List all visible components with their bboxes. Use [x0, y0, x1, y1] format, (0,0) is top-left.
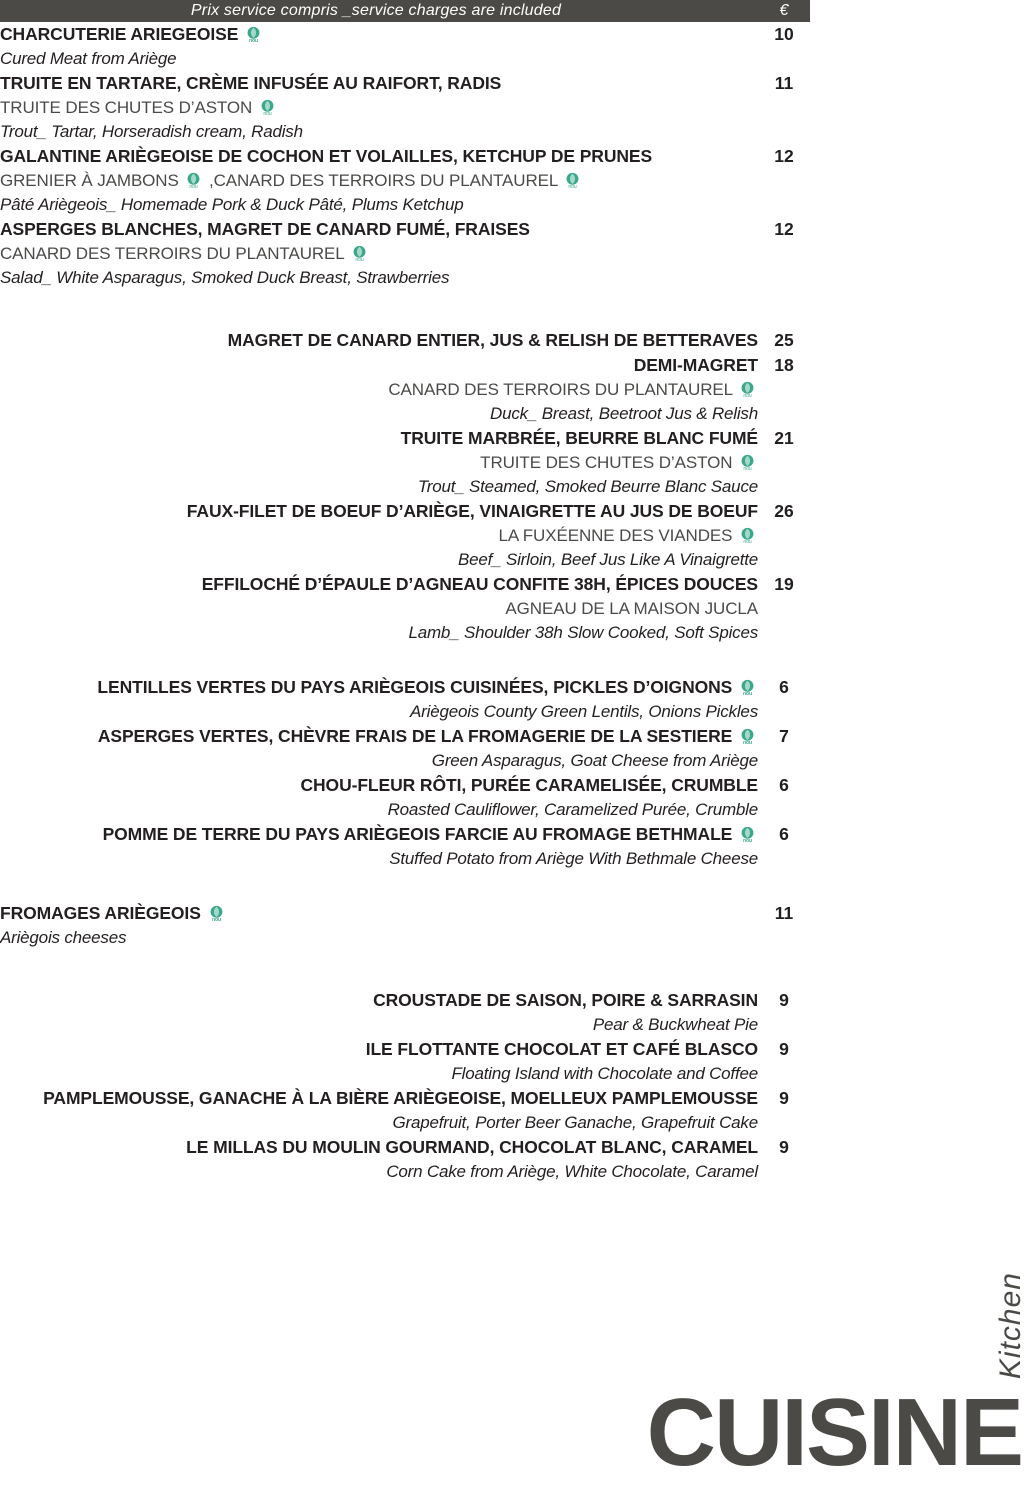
menu-item-description: Salad_ White Asparagus, Smoked Duck Breast, Strawberries [0, 268, 450, 288]
menu-item-name: ASPERGES VERTES, CHÈVRE FRAIS DE LA FROMAGERIE DE LA SESTIERE nou [0, 724, 758, 749]
nou-producer-icon [245, 26, 262, 43]
menu-item-name: CROUSTADE DE SAISON, POIRE & SARRASIN [373, 990, 758, 1011]
menu-item-name: POMME DE TERRE DU PAYS ARIÈGEOIS FARCIE AU FROMAGE BETHMALE nou [0, 822, 758, 847]
menu-item-description: Cured Meat from Ariège [0, 48, 177, 68]
menu-item[interactable] [0, 499, 810, 572]
svg-text:nou: nou [355, 257, 364, 262]
nou-producer-icon [185, 172, 202, 189]
menu-item-price: 7 [779, 726, 789, 747]
menu-item-price: 9 [779, 1137, 789, 1158]
svg-text:nou: nou [743, 466, 752, 472]
svg-text:nou: nou [743, 539, 752, 545]
menu-item[interactable] [0, 217, 810, 290]
menu-item[interactable] [0, 724, 810, 773]
menu-item-variant-row [0, 353, 810, 378]
menu-item-name: LENTILLES VERTES DU PAYS ARIÈGEOIS CUISINÉES, PICKLES D’OIGNONS nou [0, 675, 758, 700]
svg-text:nou: nou [189, 184, 198, 189]
menu-item-producer: CANARD DES TERROIRS DU PLANTAUREL nou [0, 378, 810, 402]
menu-section-desserts [0, 988, 810, 1184]
menu-item-description: Lamb_ Shoulder 38h Slow Cooked, Soft Spices [408, 623, 758, 643]
menu-item-title-row [0, 499, 810, 524]
section-spacer [0, 871, 810, 901]
menu-item-name: FAUX-FILET DE BOEUF D’ARIÈGE, VINAIGRETTE AU JUS DE BOEUF [186, 501, 758, 522]
nou-producer-icon [739, 679, 756, 696]
menu-item-description: Trout_ Tartar, Horseradish cream, Radish [0, 121, 303, 141]
menu-item-title-row [0, 1086, 810, 1111]
menu-item-name: TRUITE MARBRÉE, BEURRE BLANC FUMÉ [400, 428, 758, 449]
section-spacer [0, 950, 810, 988]
menu-item-description: Ariègeois County Green Lentils, Onions Pickles [410, 702, 758, 722]
menu-section-cheese [0, 901, 810, 950]
menu-section-starters [0, 22, 810, 290]
menu-item-name: LE MILLAS DU MOULIN GOURMAND, CHOCOLAT BLANC, CARAMEL [186, 1137, 758, 1158]
menu-item-title-row [0, 675, 810, 700]
menu-section-mains [0, 328, 810, 645]
menu-item[interactable] [0, 22, 810, 71]
menu-item-description: Green Asparagus, Goat Cheese from Ariège [431, 751, 758, 771]
nou-producer-icon [259, 99, 276, 116]
menu-item-price: 11 [774, 903, 794, 924]
menu-item-name: PAMPLEMOUSSE, GANACHE À LA BIÈRE ARIÈGEOISE, MOELLEUX PAMPLEMOUSSE [43, 1088, 758, 1109]
svg-text:nou: nou [568, 184, 577, 189]
svg-text:nou: nou [249, 38, 259, 43]
menu-item-title-row [0, 217, 810, 242]
menu-item-price: 12 [774, 219, 794, 240]
menu-item-description: Duck_ Breast, Beetroot Jus & Relish [490, 404, 758, 424]
menu-item-description: Pâté Ariègeois_ Homemade Pork & Duck Pâté, Plums Ketchup [0, 195, 464, 215]
svg-text:nou: nou [743, 393, 752, 398]
menu-item-title-row [0, 572, 810, 597]
menu-item-title-row [0, 1135, 810, 1160]
menu-item-title-row [0, 328, 810, 353]
menu-item-price: 9 [779, 1088, 789, 1109]
menu-item-name: ILE FLOTTANTE CHOCOLAT ET CAFÉ BLASCO [365, 1039, 758, 1060]
menu-item[interactable] [0, 1086, 810, 1135]
menu-item-description: Beef_ Sirloin, Beef Jus Like A Vinaigrette [458, 550, 758, 570]
menu-item[interactable] [0, 71, 810, 144]
menu-item[interactable] [0, 773, 810, 822]
menu-item-price: 25 [774, 330, 794, 351]
service-notice-bar [0, 0, 810, 22]
menu-item-name: ASPERGES BLANCHES, MAGRET DE CANARD FUMÉ, FRAISES [0, 219, 530, 240]
menu-item-title-row [0, 724, 810, 749]
service-notice-text: Prix service compris _service charges are included [190, 2, 562, 19]
menu-item-title-row [0, 1037, 810, 1062]
menu-item-title-row [0, 901, 810, 926]
menu-item-description: Ariègois cheeses [0, 928, 127, 948]
menu-item-title-row [0, 71, 810, 96]
menu-item-description: Trout_ Steamed, Smoked Beurre Blanc Sauce [417, 477, 758, 497]
menu-item[interactable] [0, 901, 810, 950]
menu-item-title-row [0, 144, 810, 169]
menu-item-title-row [0, 22, 810, 47]
menu-item-producer: LA FUXÉENNE DES VIANDES nou [0, 524, 810, 548]
svg-text:nou: nou [211, 917, 221, 923]
menu-item-variant-price: 18 [774, 355, 794, 376]
menu-item-price: 19 [774, 574, 794, 595]
nou-producer-icon [351, 245, 368, 262]
menu-item-name: FROMAGES ARIÈGEOIS nou [0, 901, 758, 926]
menu-item-price: 9 [779, 990, 789, 1011]
menu-item-price: 9 [779, 1039, 789, 1060]
menu-item[interactable] [0, 988, 810, 1037]
menu-item-price: 26 [774, 501, 794, 522]
menu-item-name: TRUITE EN TARTARE, CRÈME INFUSÉE AU RAIFORT, RADIS [0, 72, 502, 93]
menu-item-title-row [0, 988, 810, 1013]
menu-item-price: 6 [779, 775, 789, 796]
menu-item-producer: AGNEAU DE LA MAISON JUCLA [505, 599, 758, 619]
menu-item-producer: GRENIER À JAMBONS nou ,CANARD DES TERROIRS DU PLANTAUREL nou [0, 169, 810, 193]
menu-item-title-row [0, 426, 810, 451]
menu-item-description: Grapefruit, Porter Beer Ganache, Grapefruit Cake [392, 1113, 758, 1133]
menu-section-sides [0, 675, 810, 871]
menu-item-description: Roasted Cauliflower, Caramelized Purée, Crumble [387, 800, 758, 820]
menu-item-producer: CANARD DES TERROIRS DU PLANTAUREL nou [0, 242, 810, 266]
nou-producer-icon [739, 728, 756, 745]
menu-item[interactable] [0, 144, 810, 217]
menu-item-name: CHOU-FLEUR RÔTI, PURÉE CARAMELISÉE, CRUMBLE [300, 775, 758, 796]
nou-producer-icon [564, 172, 581, 189]
currency-symbol: € [779, 2, 789, 19]
menu-item-price: 10 [774, 24, 794, 44]
menu-item-price: 6 [779, 677, 789, 698]
menu-item-price: 11 [774, 72, 794, 93]
brand-kitchen-label: Kitchen [994, 1271, 1027, 1379]
menu-item-name: EFFILOCHÉ D’ÉPAULE D’AGNEAU CONFITE 38H, ÉPICES DOUCES [201, 574, 758, 595]
menu-item-description: Stuffed Potato from Ariège With Bethmale Cheese [389, 849, 758, 869]
menu-sheet [0, 22, 810, 1184]
menu-item-title-row [0, 773, 810, 798]
menu-item-name: CHARCUTERIE ARIEGEOISE nou [0, 22, 758, 47]
menu-item[interactable] [0, 426, 810, 499]
section-spacer [0, 645, 810, 675]
menu-item-description: Pear & Buckwheat Pie [592, 1015, 758, 1035]
menu-item[interactable] [0, 675, 810, 724]
svg-text:nou: nou [742, 740, 753, 746]
menu-item-producer: TRUITE DES CHUTES D’ASTON nou [0, 96, 810, 120]
menu-item[interactable] [0, 822, 810, 871]
menu-item-variant-name: DEMI-MAGRET [633, 355, 758, 376]
nou-producer-icon [739, 527, 756, 544]
menu-item-price: 6 [779, 824, 789, 845]
menu-item-name: MAGRET DE CANARD ENTIER, JUS & RELISH DE BETTERAVES [227, 330, 758, 351]
menu-item[interactable] [0, 572, 810, 645]
menu-item-description: Corn Cake from Ariège, White Chocolate, Caramel [386, 1162, 758, 1182]
menu-item-price: 12 [774, 146, 794, 167]
menu-item-description: Floating Island with Chocolate and Coffee [451, 1064, 758, 1084]
brand-logo [646, 1379, 1022, 1486]
nou-producer-icon [208, 905, 225, 922]
nou-producer-icon [739, 826, 756, 843]
menu-item[interactable] [0, 1135, 810, 1184]
nou-producer-icon [739, 381, 756, 398]
menu-item[interactable] [0, 328, 810, 426]
menu-item-title-row [0, 822, 810, 847]
brand-name: CUISINE [646, 1379, 1022, 1486]
section-spacer [0, 290, 810, 328]
svg-text:nou: nou [742, 838, 753, 844]
menu-item-name: GALANTINE ARIÈGEOISE DE COCHON ET VOLAILLES, KETCHUP DE PRUNES [0, 146, 653, 167]
menu-item-price: 21 [774, 428, 794, 449]
nou-producer-icon [739, 454, 756, 471]
svg-text:nou: nou [263, 110, 272, 116]
menu-item[interactable] [0, 1037, 810, 1086]
svg-text:nou: nou [742, 691, 753, 697]
menu-item-producer: TRUITE DES CHUTES D’ASTON nou [0, 451, 810, 475]
